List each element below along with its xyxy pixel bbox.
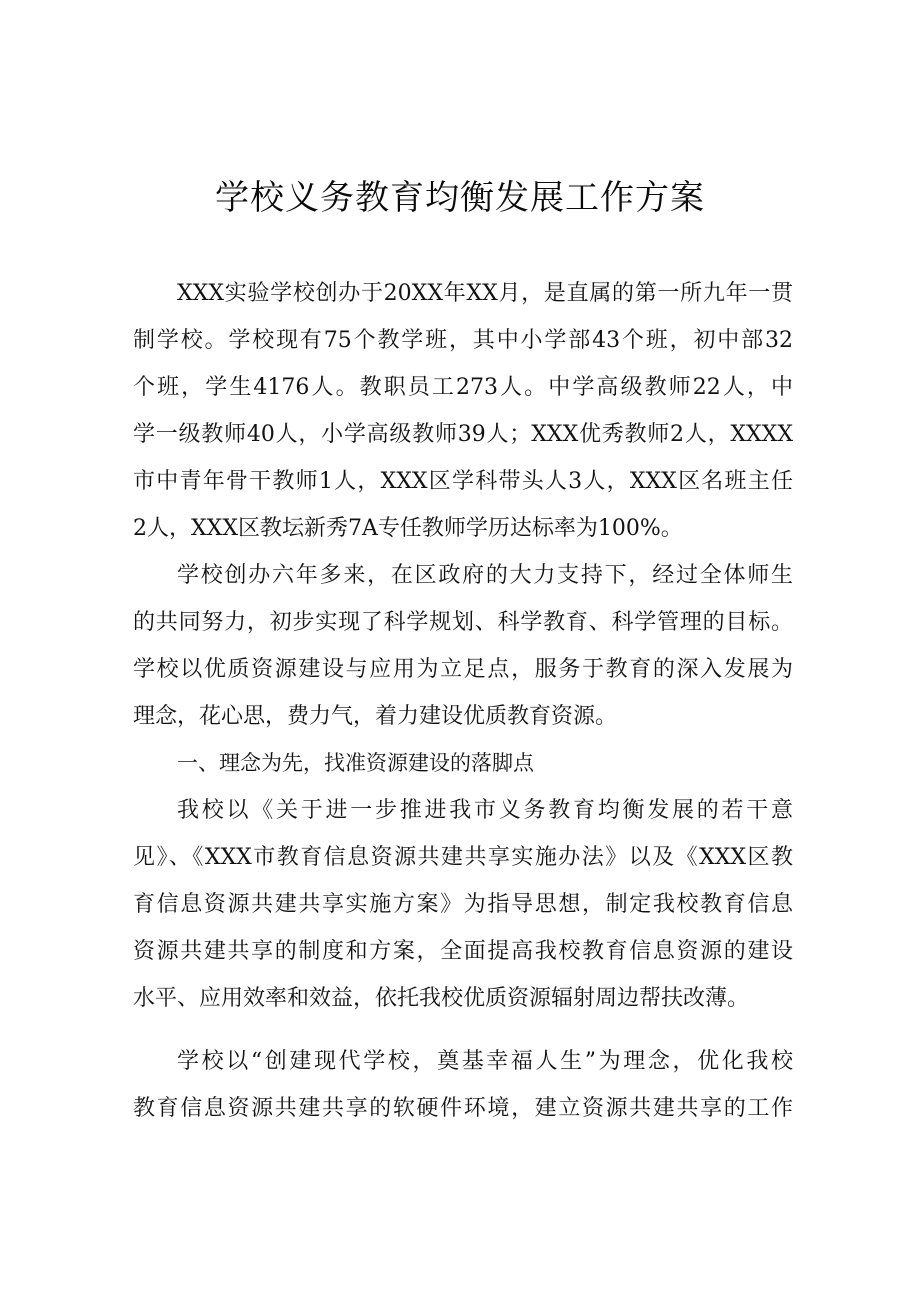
paragraph-intro bbox=[133, 270, 793, 552]
paragraph-gap bbox=[133, 1022, 793, 1038]
text-line: 资源共建共享的制度和方案，全面提高我校教育信息资源的建设 bbox=[133, 939, 793, 964]
text-line: 我校以《关于进一步推进我市义务教育均衡发展的若干意 bbox=[177, 798, 793, 823]
text-line: 的共同努力，初步实现了科学规划、科学教育、科学管理的目标。 bbox=[133, 610, 793, 635]
text-line: 育信息资源共建共享实施方案》为指导思想，制定我校教育信息 bbox=[133, 892, 793, 917]
text-line: 学校以优质资源建设与应用为立足点，服务于教育的深入发展为 bbox=[133, 657, 793, 682]
text-line: 学校以“创建现代学校，奠基幸福人生”为理念，优化我校 bbox=[177, 1049, 793, 1074]
text-line: 理念，花心思，费力气，着力建设优质教育资源。 bbox=[133, 704, 618, 729]
paragraph-school-concept bbox=[133, 1038, 793, 1132]
document-body bbox=[133, 270, 793, 1132]
paragraph-guiding-policy bbox=[133, 787, 793, 1022]
document-title: 学校义务教育均衡发展工作方案 bbox=[215, 178, 705, 218]
text-line: 教育信息资源共建共享的软硬件环境，建立资源共建共享的工作 bbox=[133, 1096, 793, 1121]
text-line: 2人，XXX区教坛新秀7A专任教师学历达标率为100%。 bbox=[133, 516, 683, 541]
text-line: 见》、《XXX市教育信息资源共建共享实施办法》以及《XXX区教 bbox=[133, 845, 793, 870]
text-line: 水平、应用效率和效益，依托我校优质资源辐射周边帮扶改薄。 bbox=[133, 986, 750, 1011]
paragraph-development bbox=[133, 552, 793, 740]
section-heading: 一、理念为先，找准资源建设的落脚点 bbox=[177, 751, 534, 775]
text-line: 学校创办六年多来，在区政府的大力支持下，经过全体师生 bbox=[177, 563, 793, 588]
text-line: 制学校。学校现有75个教学班，其中小学部43个班，初中部32 bbox=[133, 328, 793, 353]
text-line: XXX实验学校创办于20XX年XX月，是直属的第一所九年一贯 bbox=[177, 281, 793, 306]
text-line: 学一级教师40人，小学高级教师39人；XXX优秀教师2人，XXXX bbox=[133, 422, 793, 447]
text-line: 市中青年骨干教师1人，XXX区学科带头人3人，XXX区名班主任 bbox=[133, 469, 793, 494]
text-line: 个班，学生4176人。教职员工273人。中学高级教师22人，中 bbox=[133, 375, 793, 400]
